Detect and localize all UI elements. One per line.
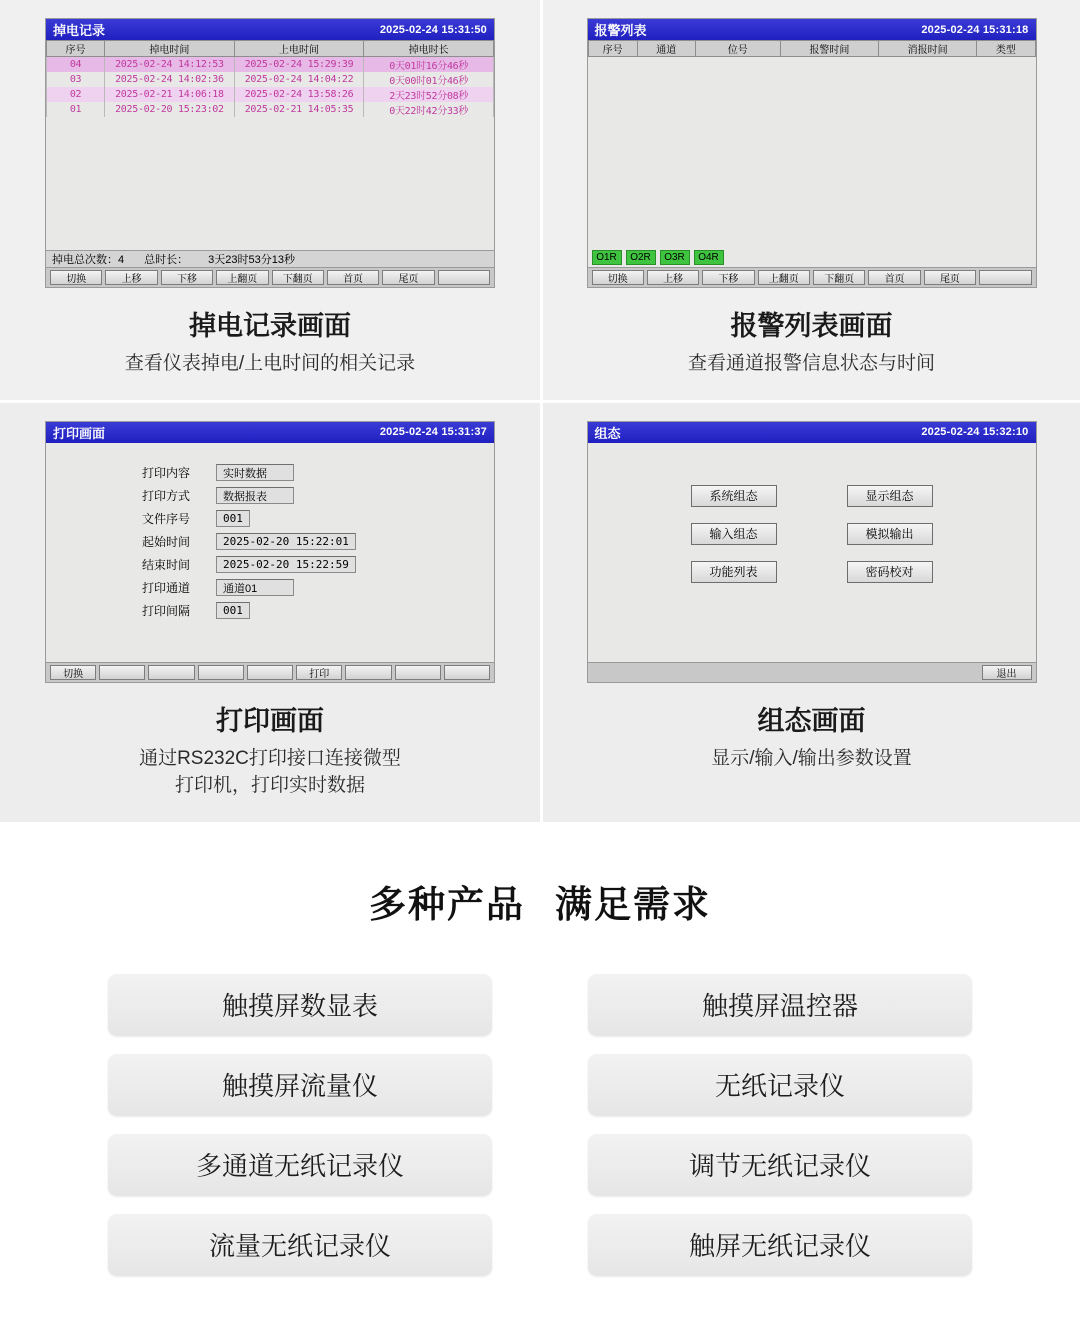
button-switch[interactable]: 切换 (50, 665, 96, 680)
caption-desc: 查看通道报警信息状态与时间 (687, 353, 935, 374)
screen-titlebar (588, 19, 1036, 40)
field-value[interactable]: 2025-02-20 15:22:59 (216, 556, 356, 573)
button-move-up[interactable]: 上移 (105, 270, 157, 285)
screen-title: 组态 (594, 425, 621, 441)
field-print-channel (142, 578, 494, 598)
products-section (0, 822, 1080, 1276)
col-channel: 通道 (637, 41, 695, 57)
cell-duration: 0天00时01分46秒 (364, 72, 494, 87)
field-end-time (142, 555, 494, 575)
screen-titlebar (46, 19, 494, 40)
product-item[interactable]: 多通道无纸记录仪 (108, 1134, 492, 1196)
summary-count: 掉电总次数：4 (52, 254, 125, 266)
button-first-page[interactable]: 首页 (868, 270, 920, 285)
field-print-content (142, 463, 494, 483)
field-label: 文件序号 (142, 512, 191, 527)
button-blank[interactable] (979, 270, 1031, 285)
device-screen (45, 18, 495, 288)
config-button-grid (588, 443, 1036, 583)
cell-duration: 0天22时42分33秒 (364, 102, 494, 117)
button-blank[interactable] (198, 665, 244, 680)
button-blank[interactable] (148, 665, 194, 680)
table-row[interactable] (47, 102, 494, 117)
channel-chip-4[interactable]: O4R (694, 250, 724, 265)
channel-chip-1[interactable]: O1R (592, 250, 622, 265)
bottom-button-bar (588, 662, 1036, 682)
print-form (46, 443, 494, 621)
button-page-down[interactable]: 下翻页 (272, 270, 324, 285)
bottom-button-bar (588, 267, 1036, 287)
button-blank[interactable] (247, 665, 293, 680)
device-screen (45, 421, 495, 683)
button-page-up[interactable]: 上翻页 (758, 270, 810, 285)
caption-title: 掉电记录画面 (189, 311, 351, 341)
field-label: 打印方式 (142, 489, 191, 504)
screen-clock: 2025-02-24 15:31:50 (379, 23, 487, 36)
caption-desc: 通过RS232C打印接口连接微型 打印机，打印实时数据 (139, 747, 401, 796)
cell-on-time: 2025-02-24 13:58:26 (234, 87, 364, 102)
cell-seq: 04 (47, 57, 105, 73)
log-table-area (46, 40, 494, 267)
cell-seq: 01 (47, 102, 105, 117)
screen-title: 打印画面 (53, 425, 106, 441)
button-last-page[interactable]: 尾页 (924, 270, 976, 285)
col-duration: 掉电时长 (364, 41, 494, 57)
button-blank[interactable] (438, 270, 490, 285)
alarm-table-area (588, 40, 1036, 267)
caption-desc: 显示/输入/输出参数设置 (711, 747, 912, 769)
product-item[interactable]: 触屏无纸记录仪 (588, 1214, 972, 1276)
product-item[interactable]: 触摸屏温控器 (588, 974, 972, 1036)
screen-clock: 2025-02-24 15:32:10 (921, 426, 1029, 439)
col-off-time: 掉电时间 (105, 41, 235, 57)
button-switch[interactable]: 切换 (592, 270, 644, 285)
col-on-time: 上电时间 (234, 41, 364, 57)
cell-duration: 0天01时16分46秒 (364, 57, 494, 73)
cell-on-time: 2025-02-24 15:29:39 (234, 57, 364, 73)
panel-alarm-list (540, 0, 1080, 400)
print-form-area (46, 443, 494, 662)
field-value[interactable]: 001 (216, 602, 250, 619)
summary-total-label: 总时长： (144, 254, 189, 266)
power-off-table (46, 40, 494, 117)
table-row[interactable] (47, 87, 494, 102)
channel-chip-3[interactable]: O3R (660, 250, 690, 265)
config-button-analog-output[interactable]: 模拟输出 (847, 523, 933, 545)
cell-seq: 02 (47, 87, 105, 102)
caption-title: 组态画面 (757, 705, 866, 736)
summary-total-value: 3天23时53分13秒 (208, 254, 295, 266)
config-button-system[interactable]: 系统组态 (691, 485, 777, 507)
button-move-down[interactable]: 下移 (702, 270, 754, 285)
channel-status-chips (592, 250, 724, 265)
button-move-down[interactable]: 下移 (161, 270, 213, 285)
field-print-mode (142, 486, 494, 506)
device-screen (587, 421, 1037, 683)
config-button-function-list[interactable]: 功能列表 (691, 561, 777, 583)
bottom-button-bar (46, 267, 494, 287)
col-clear-time: 消报时间 (879, 41, 977, 57)
field-label: 打印内容 (142, 466, 191, 481)
field-value[interactable]: 001 (216, 510, 250, 527)
field-value[interactable]: 通道01 (216, 579, 294, 596)
cell-off-time: 2025-02-24 14:12:53 (105, 57, 235, 73)
alarm-table (588, 40, 1036, 57)
button-last-page[interactable]: 尾页 (382, 270, 434, 285)
cell-off-time: 2025-02-20 15:23:02 (105, 102, 235, 117)
panel-power-off-log (0, 0, 540, 400)
table-header-row (588, 41, 1035, 57)
products-heading-right: 满足需求 (555, 883, 711, 925)
button-exit[interactable]: 退出 (982, 665, 1032, 680)
field-label: 起始时间 (142, 535, 191, 550)
button-first-page[interactable]: 首页 (327, 270, 379, 285)
config-button-input[interactable]: 输入组态 (691, 523, 777, 545)
button-print[interactable]: 打印 (296, 665, 342, 680)
button-blank[interactable] (345, 665, 391, 680)
button-page-down[interactable]: 下翻页 (813, 270, 865, 285)
screen-title: 掉电记录 (53, 23, 106, 38)
caption-title: 报警列表画面 (730, 311, 893, 341)
table-row[interactable] (47, 72, 494, 87)
caption-desc: 查看仪表掉电/上电时间的相关记录 (124, 353, 416, 374)
field-label: 打印通道 (142, 581, 191, 596)
button-blank[interactable] (395, 665, 441, 680)
product-item[interactable]: 触摸屏流量仪 (108, 1054, 492, 1116)
field-value[interactable]: 数据报表 (216, 487, 294, 504)
col-alarm-time: 报警时间 (780, 41, 878, 57)
cell-on-time: 2025-02-24 14:04:22 (234, 72, 364, 87)
product-item[interactable]: 流量无纸记录仪 (108, 1214, 492, 1276)
button-page-up[interactable]: 上翻页 (216, 270, 268, 285)
channel-chip-2[interactable]: O2R (626, 250, 656, 265)
config-button-display[interactable]: 显示组态 (847, 485, 933, 507)
panel-configuration (540, 400, 1080, 822)
products-heading-left: 多种产品 (369, 883, 525, 925)
cell-on-time: 2025-02-21 14:05:35 (234, 102, 364, 117)
cell-off-time: 2025-02-24 14:02:36 (105, 72, 235, 87)
field-value[interactable]: 2025-02-20 15:22:01 (216, 533, 356, 550)
products-heading (0, 874, 1080, 928)
field-file-number (142, 509, 494, 529)
device-screen (587, 18, 1037, 288)
product-item[interactable]: 无纸记录仪 (588, 1054, 972, 1116)
field-label: 打印间隔 (142, 604, 191, 619)
field-print-interval (142, 601, 494, 621)
field-label: 结束时间 (142, 558, 191, 573)
screen-titlebar (588, 422, 1036, 443)
field-start-time (142, 532, 494, 552)
button-blank[interactable] (99, 665, 145, 680)
button-blank[interactable] (444, 665, 490, 680)
screen-title: 报警列表 (594, 23, 647, 38)
product-item[interactable]: 触摸屏数显表 (108, 974, 492, 1036)
table-row[interactable] (47, 57, 494, 73)
caption-title: 打印画面 (216, 705, 324, 736)
col-type: 类型 (977, 41, 1035, 57)
cell-duration: 2天23时52分08秒 (364, 87, 494, 102)
config-button-password[interactable]: 密码校对 (847, 561, 933, 583)
button-switch[interactable]: 切换 (50, 270, 102, 285)
cell-off-time: 2025-02-21 14:06:18 (105, 87, 235, 102)
field-value[interactable]: 实时数据 (216, 464, 294, 481)
screen-clock: 2025-02-24 15:31:37 (379, 426, 487, 439)
col-tag: 位号 (695, 41, 780, 57)
panel-print (0, 400, 540, 822)
cell-seq: 03 (47, 72, 105, 87)
summary-bar (46, 250, 494, 267)
table-header-row (47, 41, 494, 57)
bottom-button-bar (46, 662, 494, 682)
product-item[interactable]: 调节无纸记录仪 (588, 1134, 972, 1196)
config-menu-area (588, 443, 1036, 662)
screen-clock: 2025-02-24 15:31:18 (921, 23, 1029, 36)
col-seq: 序号 (47, 41, 105, 57)
screen-titlebar (46, 422, 494, 443)
col-seq: 序号 (588, 41, 637, 57)
button-move-up[interactable]: 上移 (647, 270, 699, 285)
products-list (0, 928, 1080, 1276)
